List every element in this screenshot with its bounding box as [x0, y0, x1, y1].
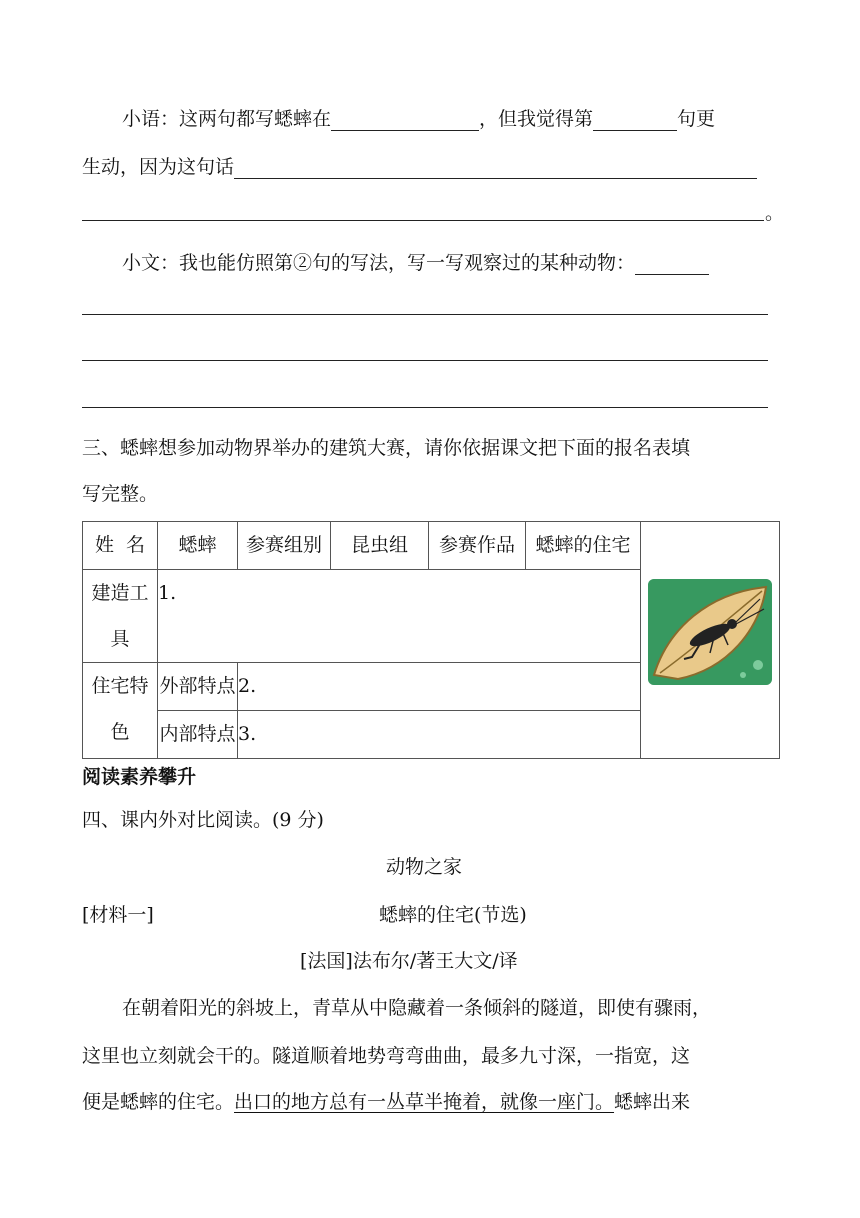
name-value: 蟋蟀	[158, 522, 238, 570]
tools-answer-cell[interactable]: 1.	[158, 570, 641, 663]
answer-line[interactable]	[82, 407, 768, 408]
xiaoyu-text-a: 小语：这两句都写蟋蟀在	[122, 108, 332, 130]
material-label: [材料一]	[82, 904, 154, 926]
xiaoyu-text-line2: 生动，因为这句话	[82, 156, 235, 178]
work-value: 蟋蟀的住宅	[526, 522, 641, 570]
xiaoyu-text-b: ，但我觉得第	[479, 108, 594, 130]
answer-blank[interactable]	[635, 252, 709, 275]
inner-answer-cell[interactable]: 3.	[238, 711, 641, 759]
cricket-on-leaf-image	[648, 579, 772, 685]
answer-line[interactable]	[82, 314, 768, 315]
outer-answer-cell[interactable]: 2.	[238, 663, 641, 711]
group-label: 参赛组别	[238, 522, 331, 570]
xiaoyu-line-1	[122, 104, 715, 131]
paragraph-text-c: 蟋蟀出来	[614, 1091, 691, 1113]
underlined-sentence: 出口的地方总有一丛草半掩着，就像一座门。	[234, 1091, 615, 1113]
paragraph-line-3	[82, 1087, 690, 1114]
cricket-image-cell	[641, 522, 780, 759]
xiaoyu-text-c: 句更	[677, 108, 716, 130]
paragraph-text-a: 便是蟋蟀的住宅。	[82, 1091, 235, 1113]
paragraph-line-2: 这里也立刻就会干的。隧道顺着地势弯弯曲曲，最多九寸深，一指宽，这	[82, 1045, 691, 1067]
tools-label: 建造工具	[83, 570, 158, 663]
xiaowen-line	[122, 248, 709, 275]
answer-line[interactable]	[82, 360, 768, 361]
answer-blank[interactable]	[234, 156, 757, 179]
outer-label: 外部特点	[158, 663, 238, 711]
q3-line-1: 三、蟋蟀想参加动物界举办的建筑大赛，请你依据课文把下面的报名表填	[82, 437, 691, 459]
work-label: 参赛作品	[429, 522, 526, 570]
section-title: 阅读素养攀升	[82, 766, 197, 788]
center-title: 动物之家	[386, 856, 463, 878]
q3-line-2: 写完整。	[82, 483, 159, 505]
features-label: 住宅特色	[83, 663, 158, 759]
period-mark: 。	[765, 202, 785, 224]
answer-line[interactable]	[82, 220, 764, 221]
answer-blank[interactable]	[331, 108, 479, 131]
article-title: 蟋蟀的住宅(节选)	[379, 904, 527, 926]
group-value: 昆虫组	[331, 522, 429, 570]
name-label: 姓 名	[83, 522, 158, 570]
registration-table	[82, 521, 780, 759]
xiaoyu-line-2	[82, 152, 757, 179]
paragraph-line-1: 在朝着阳光的斜坡上，青草从中隐藏着一条倾斜的隧道，即使有骤雨，	[122, 997, 712, 1019]
inner-label: 内部特点	[158, 711, 238, 759]
author-line: [法国]法布尔/著王大文/译	[300, 950, 518, 972]
xiaowen-text: 小文：我也能仿照第②句的写法，写一写观察过的某种动物：	[122, 252, 636, 274]
answer-blank[interactable]	[593, 108, 677, 131]
q4-heading: 四、课内外对比阅读。(9 分)	[82, 809, 324, 831]
